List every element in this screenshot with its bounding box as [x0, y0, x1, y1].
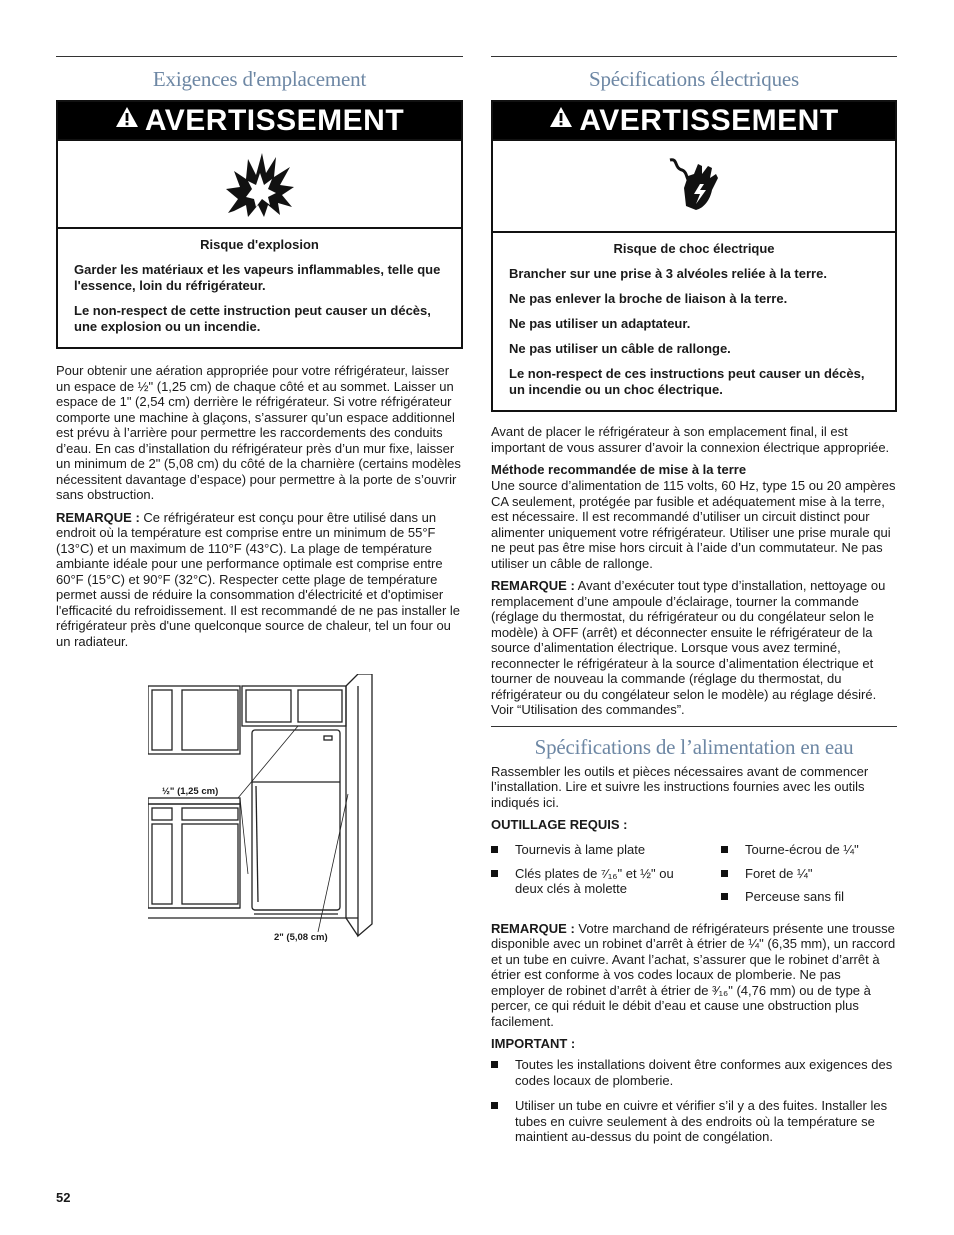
electric-shock-icon: [493, 139, 895, 233]
list-item: Utiliser un tube en cuivre et vérifier s’il y a des fuites. Installer les tubes en cuivre seulement à des endroits où la température se maintient au-dessus du point de congélation.: [491, 1098, 897, 1145]
warning-line-5: Le non-respect de ces instructions peut causer un décès, un incendie ou un choc électrique.: [509, 366, 865, 397]
refrigerator-clearance-figure: [148, 674, 384, 944]
note-text: Ce réfrigérateur est conçu pour être utilisé dans un endroit où la température est comprise entre un minimum de 55°F (13°C) et un maximum de 110°F (43°C). La plage de température ambiante idéale pour une performance optimale est comprise entre 60°F (15°C) et 90°F (32°C). Respecter cette plage de température permet aussi de réduire la consommation d'électricité et d'optimiser l'efficacité du refroidissement. Il est recommandé de ne pas installer le réfrigérateur près d'une quelconque source de chaleur, tel un four ou un radiateur.: [56, 509, 460, 649]
side-clearance-label: ½" (1,25 cm): [162, 786, 219, 797]
warning-title: AVERTISSEMENT: [144, 104, 405, 137]
page-number: 52: [56, 1190, 71, 1205]
warning-text: [493, 233, 895, 410]
left-column: [56, 56, 463, 656]
list-item: Foret de ¼": [721, 866, 859, 882]
left-top-rule: [56, 56, 463, 57]
water-supply-heading: Spécifications de l’alimentation en eau: [534, 734, 854, 759]
bullet-icon: [491, 870, 498, 877]
bullet-icon: [491, 846, 498, 853]
right-top-rule: [491, 56, 897, 57]
tools-intro: Rassembler les outils et pièces nécessaires avant de commencer l’installation. Lire et suivre les instructions fournies avec les outils indiqués ici.: [491, 763, 869, 810]
warning-risk: Risque d'explosion: [200, 237, 319, 252]
bullet-icon: [491, 1102, 498, 1109]
right-column: [491, 56, 897, 1155]
bullet-icon: [721, 846, 728, 853]
note-label: REMARQUE :: [491, 578, 575, 593]
warning-line-2: Ne pas enlever la broche de liaison à la terre.: [509, 291, 788, 306]
electrical-note: [491, 578, 897, 718]
warning-line-3: Ne pas utiliser un adaptateur.: [509, 316, 691, 331]
bullet-icon: [721, 893, 728, 900]
list-item: Tourne-écrou de ¼": [721, 842, 859, 858]
list-item: Perceuse sans fil: [721, 889, 859, 905]
list-item: Tournevis à lame plate: [491, 842, 721, 858]
bullet-icon: [491, 1061, 498, 1068]
important-label: IMPORTANT :: [491, 1036, 576, 1051]
note-text: Votre marchand de réfrigérateurs présente une trousse disponible avec un robinet d’arrêt à étrier de ¼" (6,35 mm), un raccord et un tube en cuivre. Avant l’achat, s’assurer que le robinet d’arrêt à étrier est conforme à vos codes locaux de plomberie. Ne pas employer de robinet d’arrêt à étrier de ³⁄₁₆" (4,76 mm) ou de type à percer, ce qui réduit le débit d’eau et cause une obstruction plus facilement.: [491, 920, 896, 1029]
electric-warning-box: [491, 100, 897, 412]
temperature-note: [56, 510, 463, 650]
tools-column-1: [491, 842, 721, 913]
warning-triangle-icon: [549, 100, 573, 138]
warning-line-2: Le non-respect de cette instruction peut causer un décès, une explosion ou un incendie.: [74, 303, 431, 334]
note-label: REMARQUE :: [56, 509, 140, 525]
warning-header: [58, 102, 461, 139]
valve-note: [491, 921, 897, 1030]
electrical-specs-heading: Spécifications électriques: [589, 67, 799, 91]
warning-risk: Risque de choc électrique: [613, 241, 775, 256]
grounding-method-subhead: Méthode recommandée de mise à la terre: [491, 462, 747, 477]
power-supply-paragraph: Une source d’alimentation de 115 volts, 60 Hz, type 15 ou 20 ampères CA seulement, protégée par fusible et adéquatement mise à la terre, est nécessaire. Il est recommandé d’utiliser un circuit distinct pour alimenter uniquement votre réfrigérateur. Utiliser une prise murale qui ne peut pas être mise hors circuit à l’aide d’un commutateur. Ne pas utiliser un câble de rallonge.: [491, 478, 896, 571]
location-requirements-heading: Exigences d'emplacement: [152, 67, 367, 91]
warning-header: [493, 102, 895, 139]
explosion-icon: [58, 139, 461, 229]
warning-text: [58, 229, 461, 347]
tools-column-2: [721, 842, 859, 913]
tools-required-label: OUTILLAGE REQUIS :: [491, 817, 628, 832]
warning-triangle-icon: [115, 100, 139, 138]
ventilation-paragraph: Pour obtenir une aération appropriée pour votre réfrigérateur, laisser un espace de ½" (1,25 cm) de chaque côté et au sommet. Laisser un espace de 1" (2,54 cm) derrière le réfrigérateur. Si votre réfrigérateur comporte une machine à glaçons, s’assurer qu’un espace additionnel est prévu à l’arrière pour permettre les raccordements des conduits d’eau. En cas d’installation du réfrigérateur près d’un mur fixe, laisser un minimum de 2" (5,08 cm) du côté de la charnière (certains modèles nécessitent davantage d’espace) pour permettre à la porte de s’ouvrir sans obstruction.: [56, 363, 461, 502]
warning-line-1: Garder les matériaux et les vapeurs inflammables, telle que l'essence, loin du réfrigérateur.: [74, 262, 441, 293]
tools-list: [491, 842, 897, 913]
note-text: Avant d’exécuter tout type d’installation, nettoyage ou remplacement d’une ampoule d’éclairage, tourner la commande (réglage du thermostat, du réfrigérateur ou du congélateur selon le modèle) à OFF (arrêt) et déconnecter ensuite le réfrigérateur de la source d’alimentation électrique. Lorsque vous avez terminé, reconnecter le réfrigérateur à la source d’alimentation électrique et tourner de nouveau la commande (réglage du thermostat, du réfrigérateur ou du congélateur selon le modèle) au réglage désiré. Voir “Utilisation des commandes”.: [491, 578, 886, 717]
bullet-icon: [721, 870, 728, 877]
kitchen-cabinets-illustration: [148, 674, 384, 944]
warning-line-4: Ne pas utiliser un câble de rallonge.: [509, 341, 731, 356]
explosion-warning-box: [56, 100, 463, 349]
important-list: [491, 1057, 897, 1145]
warning-title: AVERTISSEMENT: [579, 104, 839, 137]
warning-line-1: Brancher sur une prise à 3 alvéoles reliée à la terre.: [509, 266, 827, 281]
list-item: Clés plates de ⁷⁄₁₆" et ½" ou deux clés à molette: [491, 866, 695, 897]
water-section-rule: [491, 726, 897, 727]
note-label: REMARQUE :: [491, 920, 575, 936]
list-item: Toutes les installations doivent être conformes aux exigences des codes locaux de plomberie.: [491, 1057, 897, 1088]
hinge-clearance-label: 2" (5,08 cm): [274, 932, 328, 943]
electrical-intro: Avant de placer le réfrigérateur à son emplacement final, il est important de vous assurer d’avoir la connexion électrique appropriée.: [491, 424, 890, 455]
